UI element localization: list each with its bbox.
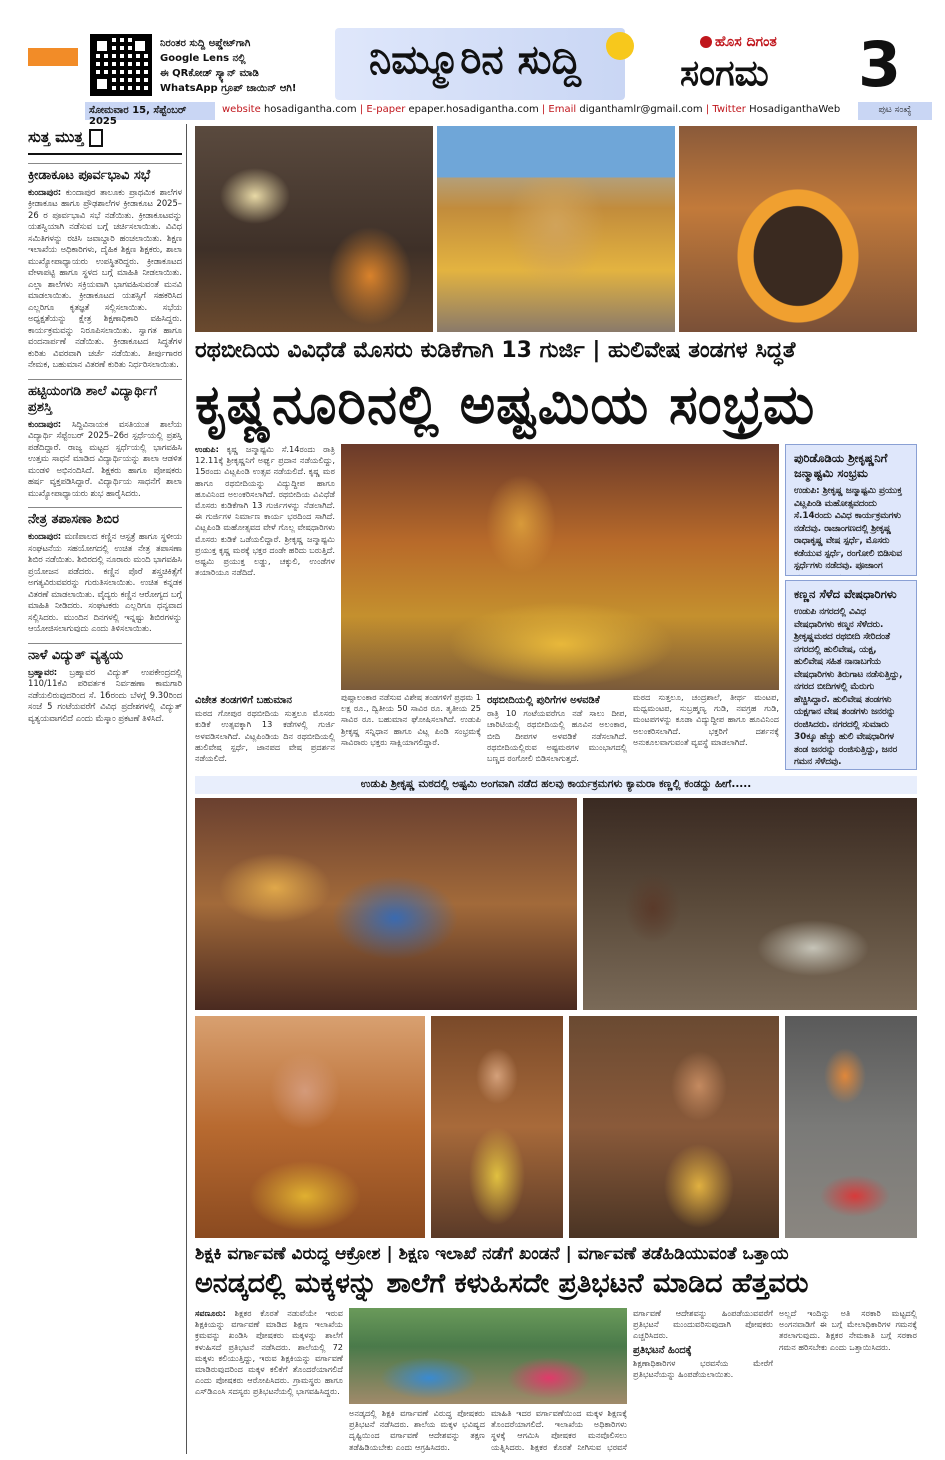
story-title: ನಾಳೆ ವಿದ್ಯುತ್ ವ್ಯತ್ಯಯ (28, 643, 182, 664)
qr-instructions: ನಿರಂತರ ಸುದ್ದಿ ಅಪ್ಡೇಟ್‌ಗಾಗಿ Google Lens ನಲ್ಲಿ ಈ QRಕೋಡ್ ಸ್ಕ್ಯಾನ್ ಮಾಡಿ WhatsApp ಗ್ರೂಪ್ ಜಾಯಿನ್ ಆಗಿ! (160, 38, 297, 94)
page-title: ನಿಮ್ಮೂರಿನ ಸುದ್ದಿ (369, 36, 581, 83)
lead-body-col4: ಮಠದ ಸುತ್ತಲೂ, ಚಂದ್ರಶಾಲೆ, ತೀರ್ಥ ಮಂಟಪ, ಮಧ್ವಮಂಟಪ, ಸುಬ್ರಹ್ಮಣ್ಯ ಗುಡಿ, ನವಗ್ರಹ ಗುಡಿ, ಮಂಟಪಗಳನ್ನು ಕೂಡಾ ವಿದ್ಯುದ್ದೀಪ ಹಾಗೂ ಹೂವಿನಿಂದ ಅಲಂಕರಿಸಲಾಗಿದೆ. ಭಕ್ತರಿಗೆ ದರ್ಶನಕ್ಕೆ ಅನುಕೂಲವಾಗುವಂತೆ ವ್ಯವಸ್ಥೆ ಮಾಡಲಾಗಿದೆ. (633, 692, 779, 747)
second-body-col1: ಸವಣೂರು: ಶಿಕ್ಷಕರ ಕೊರತೆ ನಡುವೆಯೇ ಇರುವ ಶಿಕ್ಷಕಿಯನ್ನು ವರ್ಗಾವಣೆ ಮಾಡಿದ ಶಿಕ್ಷಣ ಇಲಾಖೆಯ ಕ್ರಮವನ್ನು ಖಂಡಿಸಿ ಪೋಷಕರು ಮಕ್ಕಳನ್ನು ಶಾಲೆಗೆ ಕಳುಹಿಸದೆ ಪ್ರತಿಭಟನೆ ನಡೆಸಿದರು. ಶಾಲೆಯಲ್ಲಿ 72 ಮಕ್ಕಳು ಕಲಿಯುತ್ತಿದ್ದು, ಇರುವ ಶಿಕ್ಷಕಿಯನ್ನು ವರ್ಗಾವಣೆ ಮಾಡಿರುವುದರಿಂದ ಮಕ್ಕಳ ಕಲಿಕೆಗೆ ತೊಂದರೆಯಾಗಲಿದೆ ಎಂದು ಪೋಷಕರು ಆರೋಪಿಸಿದರು. ಗ್ರಾಮಸ್ಥರು ಹಾಗೂ ಎಸ್‌ಡಿಎಂಸಿ ಸದಸ್ಯರು ಪ್ರತಿಭಟನೆಯಲ್ಲಿ ಭಾಗವಹಿಸಿದ್ದರು. (195, 1308, 343, 1397)
contact-links: website hosadigantha.com | E-paper epaper.hosadigantha.com | Email diganthamlr@gmail.com | Twitter HosadiganthaWeb (222, 104, 841, 115)
story-body: ಕುಂದಾಪುರ: ಸಿದ್ದಿವಿನಾಯಕ ವಸತಿಯುತ ಶಾಲೆಯ ವಿದ್ಯಾರ್ಥಿ ಸೆಪ್ಟೆಂಬರ್ 2025–26ರ ಸ್ಪರ್ಧೆಯಲ್ಲಿ ಪ್ರಶಸ್ತಿ ಪಡೆದಿದ್ದಾರೆ. ರಾಜ್ಯ ಮಟ್ಟದ ಸ್ಪರ್ಧೆಯಲ್ಲಿ ಭಾಗವಹಿಸಿ ಉತ್ತಮ ಸಾಧನೆ ಮಾಡಿದ ವಿದ್ಯಾರ್ಥಿಯನ್ನು ಶಾಲಾ ಆಡಳಿತ ಮಂಡಳಿ ಅಭಿನಂದಿಸಿದೆ. ಶಿಕ್ಷಕರು ಹಾಗೂ ಪೋಷಕರು ಹರ್ಷ ವ್ಯಕ್ತಪಡಿಸಿದ್ದಾರೆ. ವಿದ್ಯಾರ್ಥಿಯ ಸಾಧನೆಗೆ ಶಾಲಾ ಮುಖ್ಯೋಪಾಧ್ಯಾಯರು ಶುಭ ಹಾರೈಸಿದರು. (28, 418, 182, 498)
supplement-name: ಸಂಗಮ (680, 52, 769, 94)
lead-kicker: ರಥಬೀದಿಯ ವಿವಿಧೆಡೆ ಮೊಸರು ಕುಡಿಕೆಗಾಗಿ 13 ಗುರ್ಜಿ | ಹುಲಿವೇಷ ತಂಡಗಳ ಸಿದ್ಧತೆ (195, 338, 796, 363)
gallery-caption: ಉಡುಪಿ ಶ್ರೀಕೃಷ್ಣ ಮಠದಲ್ಲಿ ಅಷ್ಟಮಿ ಅಂಗವಾಗಿ ನಡೆದ ಹಲವು ಕಾರ್ಯಕ್ರಮಗಳು ಕ್ಯಾಮರಾ ಕಣ್ಣಲ್ಲಿ ಕಂಡದ್ದು ಹೀಗೆ..... (195, 776, 917, 794)
sidebox-vesha: ಕಣ್ಣನ ಸೆಳೆದ ವೇಷಧಾರಿಗಳು ಉಡುಪಿ ನಗರದಲ್ಲಿ ವಿವಿಧ ವೇಷಧಾರಿಗಳು ಕಣ್ಮನ ಸೆಳೆದರು. ಶ್ರೀಕೃಷ್ಣಮಠದ ರಥಬೀದಿ ಸೇರಿದಂತೆ ನಗರದಲ್ಲಿ ಹುಲಿವೇಷ, ಯಕ್ಷ, ಹುಲಿವೇಷ ಸಹಿತ ನಾನಾಬಗೆಯ ವೇಷಧಾರಿಗಳು ತಿರುಗಾಟ ನಡೆಸುತ್ತಿದ್ದು, ನಗರದ ಬೀದಿಗಳಲ್ಲಿ ಮೆರುಗು ಹೆಚ್ಚಿಸಿದ್ದಾರೆ. ಹುಲಿವೇಷ ತಂಡಗಳು ಯಕ್ಷಗಾನ ವೇಷ ತಂಡಗಳು ಜನರನ್ನು ರಂಜಿಸಿದರು. ನಗರದಲ್ಲಿ ಸುಮಾರು 30ಕ್ಕೂ ಹೆಚ್ಚು ಹುಲಿ ವೇಷಧಾರಿಗಳ ತಂಡ ಜನರನ್ನು ರಂಜಿಸುತ್ತಿದ್ದು, ಜನರ ಗಮನ ಸೆಳೆದವು. (785, 580, 917, 770)
lead-headline: ಕೃಷ್ಣನೂರಿನಲ್ಲಿ ಅಷ್ಟಮಿಯ ಸಂಭ್ರಮ (195, 372, 816, 436)
column-logo: ಸುತ್ತ ಮುತ್ತ (28, 124, 182, 155)
masthead (0, 0, 945, 100)
lead-body-col1: ಉಡುಪಿ: ಕೃಷ್ಣ ಜನ್ಮಾಷ್ಟಮಿ ಸೆ.14ರಂದು ರಾತ್ರಿ 12.11ಕ್ಕೆ ಶ್ರೀಕೃಷ್ಣನಿಗೆ ಅರ್ಘ್ಯ ಪ್ರದಾನ ನಡೆಯಲಿದ್ದು, 15ರಂದು ವಿಟ್ಲಪಿಂಡಿ ಉತ್ಸವ ನಡೆಯಲಿದೆ. ಕೃಷ್ಣ ಮಠ ಹಾಗೂ ರಥಬೀದಿಯನ್ನು ವಿದ್ಯುದ್ದೀಪ ಹಾಗೂ ಹೂವಿನಿಂದ ಅಲಂಕರಿಸಲಾಗಿದೆ. ರಥಬೀದಿಯ ವಿವಿಧೆಡೆ ಮೊಸರು ಕುಡಿಕೆಗಾಗಿ 13 ಗುರ್ಜಿಗಳನ್ನು ನೆಡಲಾಗಿದೆ. ಈ ಗುರ್ಜಿಗಳ ನಿರ್ಮಾಣ ಕಾರ್ಯ ಭರದಿಂದ ಸಾಗಿದೆ. ವಿಟ್ಲಪಿಂಡಿ ಮಹೋತ್ಸವದ ವೇಳೆ ಗೊಲ್ಲ ವೇಷಧಾರಿಗಳು ಮೊಸರು ಕುಡಿಕೆ ಒಡೆಯಲಿದ್ದಾರೆ. ಶ್ರೀಕೃಷ್ಣ ಜನ್ಮಾಷ್ಟಮಿ ಪ್ರಯುಕ್ತ ಕೃಷ್ಣ ಮಠಕ್ಕೆ ಭಕ್ತರ ದಂಡೇ ಹರಿದು ಬರುತ್ತಿದೆ. ಅಷ್ಟಮಿ ಪ್ರಯುಕ್ತ ಲಡ್ಡು, ಚಕ್ಕುಲಿ, ಉಂಡೆಗಳ ತಯಾರಿಯೂ ನಡೆದಿದೆ. (195, 444, 335, 578)
second-kicker: ಶಿಕ್ಷಕಿ ವರ್ಗಾವಣೆ ವಿರುದ್ಧ ಆಕ್ರೋಶ | ಶಿಕ್ಷಣ ಇಲಾಖೆ ನಡೆಗೆ ಖಂಡನೆ | ವರ್ಗಾವಣೆ ತಡೆಹಿಡಿಯುವಂತೆ ಒತ್ತಾಯ (195, 1244, 789, 1264)
photo-women-churning (195, 798, 577, 1010)
brand-logo-icon (700, 36, 712, 48)
second-body-col3: ಮಾಹಿತಿ ಇದರ ವರ್ಗಾವಣೆಯಿಂದ ಮಕ್ಕಳ ಶಿಕ್ಷಣಕ್ಕೆ ತೊಂದರೆಯಾಗಲಿದೆ. ಇಲಾಖೆಯ ಅಧಿಕಾರಿಗಳು ಸ್ಥಳಕ್ಕೆ ಆಗಮಿಸಿ ಪೋಷಕರ ಮನವೊಲಿಸಲು ಯತ್ನಿಸಿದರು. ಶಿಕ್ಷಕರ ಕೊರತೆ ನೀಗಿಸುವ ಭರವಸೆ (491, 1408, 627, 1452)
second-body-col4: ವರ್ಗಾವಣೆ ಆದೇಶವನ್ನು ಹಿಂಪಡೆಯುವವರೆಗೆ ಪ್ರತಿಭಟನೆ ಮುಂದುವರಿಸುವುದಾಗಿ ಪೋಷಕರು ಎಚ್ಚರಿಸಿದರು. ಪ್ರತಿಭಟನೆ ಹಿಂದಕ್ಕೆ ಶಿಕ್ಷಣಾಧಿಕಾರಿಗಳ ಭರವಸೆಯ ಮೇರೆಗೆ ಪ್ರತಿಭಟನೆಯನ್ನು ಹಿಂಪಡೆಯಲಾಯಿತು. (633, 1308, 773, 1380)
story-title: ಹಟ್ಟಿಯಂಗಡಿ ಶಾಲೆ ವಿದ್ಯಾರ್ಥಿಗೆ ಪ್ರಶಸ್ತಿ (28, 379, 182, 416)
left-column (28, 124, 182, 1454)
photo-men-event (583, 798, 917, 1010)
column-logo-icon (89, 129, 103, 147)
photo-protest (349, 1308, 627, 1404)
story-body: ಬ್ರಹ್ಮಾವರ: ಬ್ರಹ್ಮಾವರ ವಿದ್ಯುತ್ ಉಪಕೇಂದ್ರದಲ್ಲಿ 110/11ಕೆವಿ ಪರಿವರ್ತಕ ನಿರ್ವಹಣಾ ಕಾಮಗಾರಿ ನಡೆಯಲಿರುವುದರಿಂದ ಸೆ. 16ರಂದು ಬೆಳಗ್ಗೆ 9.30ರಿಂದ ಸಂಜೆ 5 ಗಂಟೆಯವರೆಗೆ ವಿವಿಧ ಪ್ರದೇಶಗಳಲ್ಲಿ ವಿದ್ಯುತ್ ವ್ಯತ್ಯಯವಾಗಲಿದೆ ಎಂದು ಮೆಸ್ಕಾಂ ಪ್ರಕಟಣೆ ತಿಳಿಸಿದೆ. (28, 666, 182, 723)
photo-boy-pot (569, 1016, 779, 1238)
website-link[interactable]: hosadigantha.com (263, 104, 357, 115)
newspaper-brand: ಹೊಸ ದಿಗಂತ (700, 34, 777, 50)
photo-girl-krishna (431, 1016, 563, 1238)
story-body: ಕುಂದಾಪುರ: ಕುಂದಾಪುರ ತಾಲೂಕು ಪ್ರಾಥಮಿಕ ಶಾಲೆಗಳ ಕ್ರೀಡಾಕೂಟ ಹಾಗೂ ಪ್ರೌಢಶಾಲೆಗಳ ಕ್ರೀಡಾಕೂಟ 2025–26 ರ ಪೂರ್ವಭಾವಿ ಸಭೆ ನಡೆಯಿತು. ಕ್ರೀಡಾಕೂಟವನ್ನು ಯಶಸ್ವಿಯಾಗಿ ನಡೆಸುವ ಬಗ್ಗೆ ಚರ್ಚಿಸಲಾಯಿತು. ವಿವಿಧ ಸಮಿತಿಗಳನ್ನು ರಚಿಸಿ ಜವಾಬ್ದಾರಿ ಹಂಚಲಾಯಿತು. ಶಿಕ್ಷಣ ಇಲಾಖೆಯ ಅಧಿಕಾರಿಗಳು, ದೈಹಿಕ ಶಿಕ್ಷಣ ಶಿಕ್ಷಕರು, ಶಾಲಾ ಮುಖ್ಯೋಪಾಧ್ಯಾಯರು ಉಪಸ್ಥಿತರಿದ್ದರು. ಕ್ರೀಡಾಕೂಟದ ವೇಳಾಪಟ್ಟಿ ಹಾಗೂ ಸ್ಥಳದ ಬಗ್ಗೆ ಮಾಹಿತಿ ನೀಡಲಾಯಿತು. ಎಲ್ಲಾ ಶಾಲೆಗಳು ಸಕ್ರಿಯವಾಗಿ ಭಾಗವಹಿಸುವಂತೆ ಮನವಿ ಮಾಡಲಾಯಿತು. ಕ್ರೀಡಾಕೂಟದ ಯಶಸ್ಸಿಗೆ ಸಹಕರಿಸಿದ ಎಲ್ಲರಿಗೂ ಕೃತಜ್ಞತೆ ಸಲ್ಲಿಸಲಾಯಿತು. ಸಭೆಯ ಅಧ್ಯಕ್ಷತೆಯನ್ನು ಕ್ಷೇತ್ರ ಶಿಕ್ಷಣಾಧಿಕಾರಿ ವಹಿಸಿದ್ದರು. ಕಾರ್ಯಕ್ರಮವನ್ನು ನಿರೂಪಿಸಲಾಯಿತು. ಸ್ವಾಗತ ಹಾಗೂ ವಂದನಾರ್ಪಣೆ ನಡೆಯಿತು. ಕ್ರೀಡಾಕೂಟದ ಸಿದ್ಧತೆಗಳ ಕುರಿತು ವಿವರವಾಗಿ ಚರ್ಚೆ ನಡೆಯಿತು. ತೀರ್ಪುಗಾರರ ನೇಮಕ, ಬಹುಮಾನ ವಿತರಣೆ ಕುರಿತು ನಿರ್ಧರಿಸಲಾಯಿತು. (28, 186, 182, 369)
photo-rangoli (785, 1016, 917, 1238)
sidebox-janmashtami: ಪುರಿಡೊಡಿಯ ಶ್ರೀಕೃಷ್ಣನಿಗೆ ಜನ್ಮಾಷ್ಟಮಿ ಸಂಭ್ರಮ ಉಡುಪಿ: ಶ್ರೀಕೃಷ್ಣ ಜನ್ಮಾಷ್ಟಮಿ ಪ್ರಯುಕ್ತ ವಿಟ್ಲಪಿಂಡಿ ಮಹೋತ್ಸವದಂದು ಸೆ.14ರಂದು ವಿವಿಧ ಕಾರ್ಯಕ್ರಮಗಳು ನಡೆದವು. ರಾಜಾಂಗಣದಲ್ಲಿ ಶ್ರೀಕೃಷ್ಣ ರಾಧಾಕೃಷ್ಣ ವೇಷ ಸ್ಪರ್ಧೆ, ಮೊಸರು ಕಡೆಯುವ ಸ್ಪರ್ಧೆ, ರಂಗೋಲಿ ಬಿಡಿಸುವ ಸ್ಪರ್ಧೆಗಳು ನಡೆದವು. ಪೂಜಾಂಗ (785, 444, 917, 576)
email-link[interactable]: diganthamlr@gmail.com (579, 104, 703, 115)
info-strip (0, 100, 945, 127)
photo-swamiji-puja (195, 126, 433, 332)
lead-body-col1b: ವಿಜೇತ ತಂಡಗಳಿಗೆ ಬಹುಮಾನ ಮಠದ ಗೋಪುರ ರಥಬೀದಿಯ ಸುತ್ತಲೂ ಮೊಸರು ಕುಡಿಕೆ ಉತ್ಸವಕ್ಕಾಗಿ 13 ಕಡೆಗಳಲ್ಲಿ ಗುರ್ಜಿ ಅಳವಡಿಸಲಾಗಿದೆ. ವಿಟ್ಲಪಿಂಡಿಯ ದಿನ ರಥಬೀದಿಯಲ್ಲಿ ಹುಲಿವೇಷ ಸ್ಪರ್ಧೆ, ಜಾನಪದ ವೇಷ ಪ್ರದರ್ಶನ ನಡೆಯಲಿದೆ. (195, 695, 335, 764)
second-headline: ಅನಡ್ಕದಲ್ಲಿ ಮಕ್ಕಳನ್ನು ಶಾಲೆಗೆ ಕಳುಹಿಸದೇ ಪ್ರತಿಭಟನೆ ಮಾಡಿದ ಹೆತ್ತವರು (195, 1268, 809, 1299)
story-title: ನೇತ್ರ ತಪಾಸಣಾ ಶಿಬಿರ (28, 507, 182, 528)
lead-body-col2: ಪುಷ್ಪಾಲಂಕಾರ ನಡೆಸುವ ವಿಶೇಷ ತಂಡಗಳಿಗೆ ಪ್ರಥಮ 1 ಲಕ್ಷ ರೂ., ದ್ವಿತೀಯ 50 ಸಾವಿರ ರೂ. ತೃತೀಯ 25 ಸಾವಿರ ರೂ. ಬಹುಮಾನ ಘೋಷಿಸಲಾಗಿದೆ. ಉಡುಪಿ ಶ್ರೀಕೃಷ್ಣ ಸನ್ನಿಧಾನ ಹಾಗೂ ವಿಟ್ಲ ಪಿಂಡಿ ಸಂಭ್ರಮಕ್ಕೆ ಸಾವಿರಾರು ಭಕ್ತರು ಸಾಕ್ಷಿಯಾಗಲಿದ್ದಾರೆ. (341, 692, 481, 747)
photo-baby-krishna (195, 1016, 425, 1238)
qr-code-icon[interactable] (90, 34, 152, 96)
photo-floral-arch (679, 126, 917, 332)
story-body: ಕುಂದಾಪುರ: ಮಣಿಪಾಲದ ಕಣ್ಣಿನ ಆಸ್ಪತ್ರೆ ಹಾಗೂ ಸ್ಥಳೀಯ ಸಂಘಟನೆಯ ಸಹಯೋಗದಲ್ಲಿ ಉಚಿತ ನೇತ್ರ ತಪಾಸಣಾ ಶಿಬಿರ ನಡೆಯಿತು. ಶಿಬಿರದಲ್ಲಿ ನೂರಾರು ಮಂದಿ ಭಾಗವಹಿಸಿ ಪ್ರಯೋಜನ ಪಡೆದರು. ಕಣ್ಣಿನ ಪೊರೆ ಶಸ್ತ್ರಚಿಕಿತ್ಸೆಗೆ ಅಗತ್ಯವಿರುವವರನ್ನು ಗುರುತಿಸಲಾಯಿತು. ಉಚಿತ ಕನ್ನಡಕ ವಿತರಣೆ ಮಾಡಲಾಯಿತು. ವೈದ್ಯರು ಕಣ್ಣಿನ ಆರೋಗ್ಯದ ಬಗ್ಗೆ ಮಾಹಿತಿ ನೀಡಿದರು. ಸಂಘಟಕರು ಎಲ್ಲರಿಗೂ ಧನ್ಯವಾದ ಸಲ್ಲಿಸಿದರು. ಮುಂದಿನ ದಿನಗಳಲ್ಲಿ ಇನ್ನಷ್ಟು ಶಿಬಿರಗಳನ್ನು ಆಯೋಜಿಸಲಾಗುವುದು ಎಂದು ತಿಳಿಸಲಾಯಿತು. (28, 531, 182, 633)
photo-temple-gopura (437, 126, 675, 332)
column-divider (186, 124, 187, 1454)
story-title: ಕ್ರೀಡಾಕೂಟ ಪೂರ್ವಭಾವಿ ಸಭೆ (28, 163, 182, 184)
issue-date: ಸೋಮವಾರ 15, ಸೆಪ್ಟೆಂಬರ್ 2025 (85, 102, 215, 120)
second-body-col2: ಅನಡ್ಕದಲ್ಲಿ ಶಿಕ್ಷಕಿ ವರ್ಗಾವಣೆ ವಿರುದ್ಧ ಪೋಷಕರು ಪ್ರತಿಭಟನೆ ನಡೆಸಿದರು. ಶಾಲೆಯ ಮಕ್ಕಳ ಭವಿಷ್ಯದ ದೃಷ್ಟಿಯಿಂದ ವರ್ಗಾವಣೆ ಆದೇಶವನ್ನು ತಕ್ಷಣ ತಡೆಹಿಡಿಯಬೇಕು ಎಂದು ಆಗ್ರಹಿಸಿದರು. (349, 1408, 485, 1452)
page-number: 3 (858, 28, 902, 101)
twitter-link[interactable]: HosadiganthaWeb (749, 104, 841, 115)
orange-accent-bar (28, 48, 78, 66)
sun-icon (606, 32, 634, 60)
lead-body-col3: ರಥಬೀದಿಯಲ್ಲಿ ಪುರಿಗೆಗಳ ಅಳವಡಿಕೆ ರಾತ್ರಿ 10 ಗಂಟೆಯವರೆಗೂ ನಡೆ ಸಾಲು ದೀಪ, ಚಾರಿಟಿಯಲ್ಲಿ ರಥಬೀದಿಯಲ್ಲಿ ಹೂವಿನ ಅಲಂಕಾರ, ಬೀದಿ ದೀಪಗಳ ಅಳವಡಿಕೆ ನಡೆಸಲಾಗಿದೆ. ರಥಬೀದಿಯಲ್ಲಿರುವ ಅಷ್ಟಮಠಗಳ ಮುಂಭಾಗದಲ್ಲಿ ಬಣ್ಣದ ರಂಗೋಲಿ ಬಿಡಿಸಲಾಗುತ್ತದೆ. (487, 695, 627, 764)
photo-children-krishna-vesha (341, 444, 779, 690)
page-label: ಪುಟ ಸಂಖ್ಯೆ (858, 102, 932, 120)
second-body-col5: ಅಲ್ಲದೆ ಇಂದಿನ್ನು ಅತಿ ಸರಕಾರಿ ಮಟ್ಟದಲ್ಲಿ ಅಂಗನವಾಡಿಗೆ ಈ ಬಗ್ಗೆ ಮೇಲಾಧಿಕಾರಿಗಳ ಗಮನಕ್ಕೆ ತರಲಾಗುವುದು. ಶಿಕ್ಷಕರ ನೇಮಕಾತಿ ಬಗ್ಗೆ ಸರಕಾರ ಗಮನ ಹರಿಸಬೇಕು ಎಂದು ಒತ್ತಾಯಿಸಿದರು. (779, 1308, 917, 1352)
epaper-link[interactable]: epaper.hosadigantha.com (408, 104, 539, 115)
